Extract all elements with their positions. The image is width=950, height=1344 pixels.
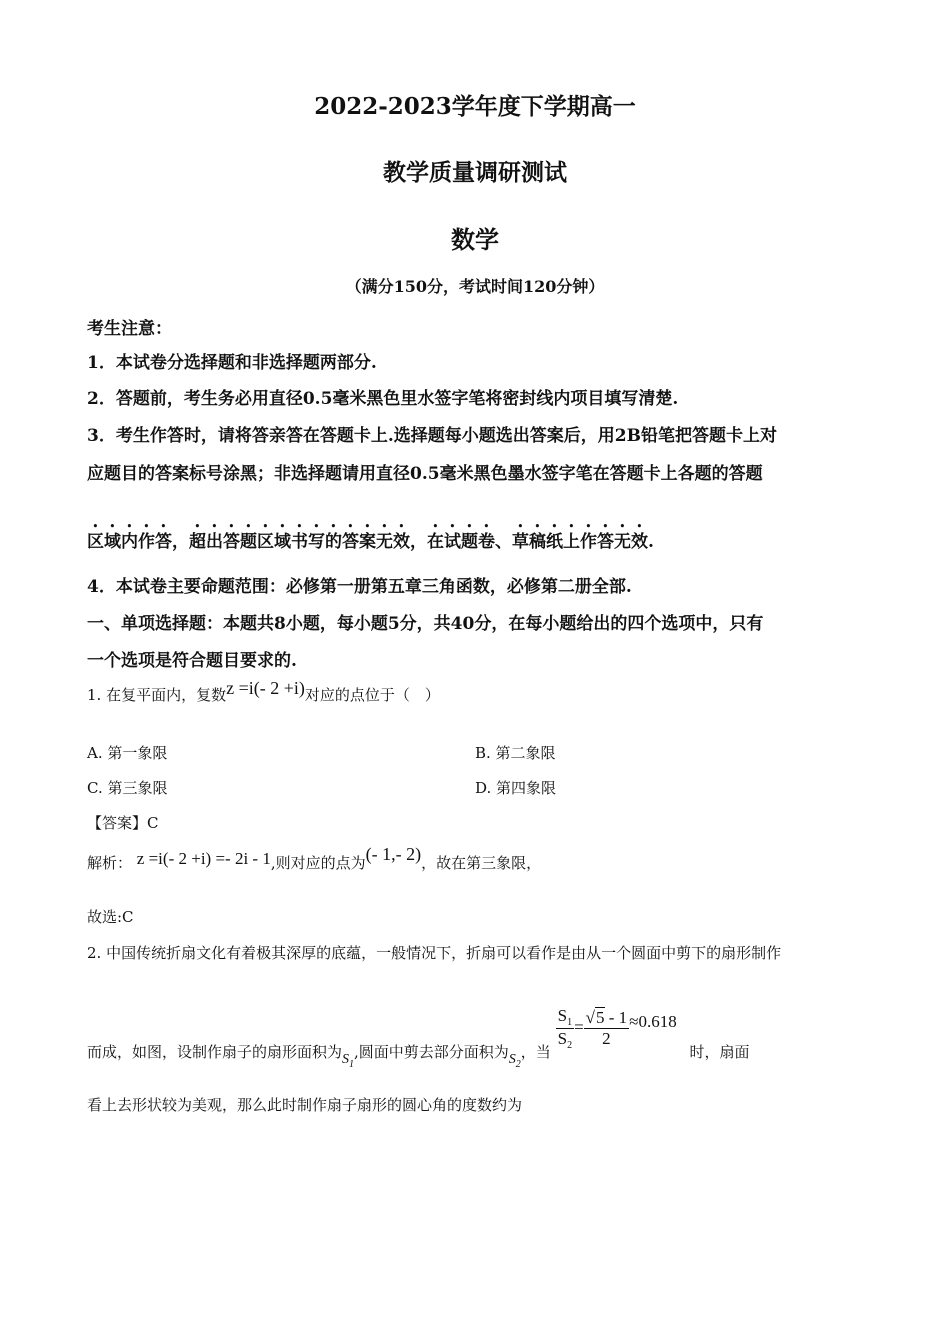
q2-equals: = (574, 1017, 584, 1037)
exam-year-title: 2022-2023学年度下学期高一 (314, 93, 636, 120)
q1-option-d: D. 第四象限 (475, 779, 557, 797)
q1-formula: z =i(- 2 +i) (226, 678, 305, 698)
q1-prefix: 1. 在复平面内，复数 (87, 686, 227, 704)
q2-text-b: ,圆面中剪去部分面积为 (354, 1042, 509, 1061)
q2-golden-fraction: $\frac{√5 - 1}{2}$ (585, 1008, 628, 1048)
q2-text-d: 时，扇面 (689, 1042, 750, 1061)
q1-analysis (87, 844, 542, 873)
subject-title: 数学 (451, 225, 499, 254)
q2-s2: $S_2$ (508, 1051, 521, 1070)
notice-item-2: 2．答题前，考生务必用直径0.5毫米黑色里水签字笔将密封线内项目填写清楚. (87, 389, 679, 409)
q2-text-a: 而成，如图，设制作扇子的扇形面积为 (87, 1042, 343, 1061)
analysis-suffix: ，故在第三象限， (421, 854, 542, 872)
analysis-point: (- 1,- 2) (365, 844, 422, 864)
notice-item-3c (87, 522, 654, 552)
notice-item-3b: 应题目的答案标号涂黑；非选择题请用直径0.5毫米黑色墨水签字笔在答题卡上各题的答题 (87, 464, 763, 484)
analysis-formula: z =i(- 2 +i) =- 2i - 1 (136, 849, 271, 868)
analysis-label: 解析： (87, 854, 133, 872)
period: . (648, 532, 654, 552)
q1-suffix: 对应的点位于（ ） (304, 686, 440, 704)
analysis-mid: ,则对应的点为 (270, 854, 366, 872)
q1-option-c: C. 第三象限 (87, 779, 168, 797)
section-1-line-a: 一、单项选择题：本题共8小题，每小题5分，共40分，在每小题给出的四个选项中，只有 (87, 614, 764, 634)
q2-ratio-fraction: $\frac{S_1}{S_2}$ (557, 1006, 573, 1051)
question-2-line-1: 2. 中国传统折扇文化有着极其深厚的底蕴，一般情况下，折扇可以看作是由从一个圆面中剪下的扇形制作 (87, 944, 782, 962)
exam-name-title: 教学质量调研测试 (383, 159, 567, 186)
q1-option-b: B. 第二象限 (475, 744, 556, 762)
q2-approx: ≈0.618 (629, 1011, 677, 1031)
notice-heading: 考生注意： (87, 319, 172, 339)
q2-s1: $S_1$ (342, 1051, 355, 1070)
q1-answer: 【答案】C (87, 814, 159, 832)
q1-conclusion: 故选:C (87, 908, 134, 926)
notice-item-3a: 3．考生作答时，请将答亲答在答题卡上.选择题每小题选出答案后，用2B铅笔把答题卡上对 (87, 426, 777, 446)
question-2-line-2 (87, 1006, 750, 1070)
question-1-stem (87, 678, 440, 705)
emphasized-text: 区域内作答，超出答题区域书写的答案无效，在试题卷、草稿纸上作答无效 (87, 532, 648, 552)
notice-item-1: 1．本试卷分选择题和非选择题两部分. (87, 353, 377, 373)
section-1-line-b: 一个选项是符合题目要求的. (87, 651, 297, 671)
notice-item-4: 4．本试卷主要命题范围：必修第一册第五章三角函数，必修第二册全部. (87, 577, 632, 597)
q1-option-a: A. 第一象限 (87, 744, 168, 762)
question-2-line-3: 看上去形状较为美观，那么此时制作扇子扇形的圆心角的度数约为 (87, 1096, 523, 1114)
q2-text-c: ，当 (520, 1042, 551, 1061)
exam-info: （满分150分，考试时间120分钟） (345, 277, 605, 296)
